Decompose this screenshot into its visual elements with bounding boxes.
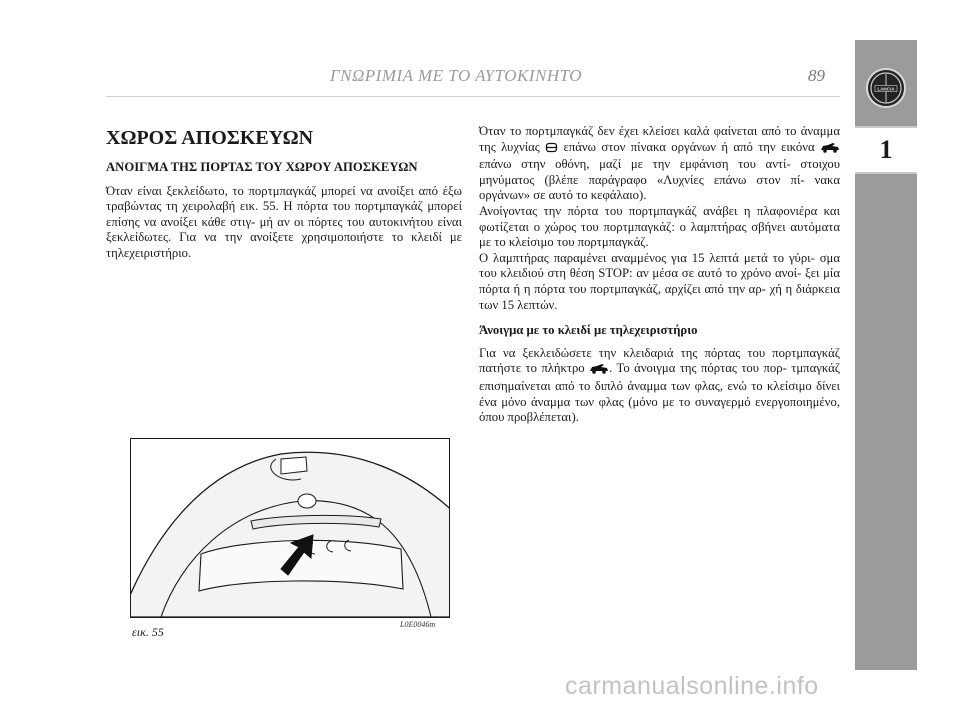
right-paragraph-4	[479, 346, 840, 426]
right-paragraph-2: Ανοίγοντας την πόρτα του πορτμπαγκάζ ανάβει η πλαφονιέρα και φωτίζεται ο χώρος του πορτμπαγκάζ: ο λαμπτήρας σβήνει αυτόματα με το κλείσιμο του πορτμπαγκάζ.	[479, 203, 840, 250]
trunk-button-icon	[589, 363, 609, 379]
remote-key-subheading: Άνοιγμα με το κλειδί με τηλεχειριστήριο	[479, 323, 698, 338]
figure-55-trunk-illustration	[130, 438, 450, 618]
section-heading: ΧΩΡΟΣ ΑΠΟΣΚΕΥΩΝ	[106, 127, 314, 149]
logo-text: LANCIA	[877, 86, 895, 92]
watermark-text: carmanualsonline.info	[565, 672, 819, 700]
chapter-tab[interactable]	[855, 126, 917, 174]
chapter-number: 1	[879, 135, 893, 164]
p1-text-c: επάνω στην οθόνη, μαζί με την εμφάνιση του αντί- στοιχου μηνύματος (βλέπε παράγραφο «Λυχνίες επάνω στον πί- νακα οργάνων» σε αυτό το κεφάλαιο).	[479, 157, 840, 203]
p1-text-a: Όταν το πορτμπαγκάζ δεν έχει κλείσει καλά φαίνεται από το άναμμα της λυχνίας	[479, 124, 840, 154]
left-column	[106, 127, 462, 262]
right-column	[479, 124, 840, 426]
section-subheading: ΑΝΟΙΓΜΑ ΤΗΣ ΠΟΡΤΑΣ ΤΟΥ ΧΩΡΟΥ ΑΠΟΣΚΕΥΩΝ	[106, 160, 418, 174]
trunk-warning-lamp-icon	[545, 141, 558, 158]
right-paragraph-1	[479, 124, 840, 204]
figure-caption: εικ. 55	[132, 625, 164, 639]
lancia-logo-icon	[866, 68, 906, 108]
page-number: 89	[808, 66, 825, 85]
page-header-title: ΓΝΩΡΙΜΙΑ ΜΕ ΤΟ ΑΥΤΟΚΙΝΗΤΟ	[330, 66, 583, 85]
car-trunk-open-icon	[820, 142, 840, 158]
figure-code: L0E0046m	[400, 620, 436, 629]
left-paragraph: Όταν είναι ξεκλείδωτο, το πορτμπαγκάζ μπορεί να ανοίξει από έξω τραβώντας τη χειρολαβή εικ. 55. Η πόρτα του πορτμπαγκάζ μπορεί επίσης να ανοίξει κάθε στιγ- μή αν οι πόρτες του αυτοκινήτου είναι ξεκλείδωτες. Για να την ανοίξετε χρησιμοποιήστε το κλειδί με τηλεχειριστήριο.	[106, 183, 462, 260]
p4-text-a: Για να ξεκλειδώσετε την κλειδαριά της πόρτας του πορτμπαγκάζ πατήστε το πλήκτρο	[479, 345, 840, 376]
header-rule	[106, 96, 840, 97]
p1-text-b: επάνω στον πίνακα οργάνων ή από την εικόνα	[563, 139, 815, 154]
right-paragraph-3: Ο λαμπτήρας παραμένει αναμμένος για 15 λεπτά μετά το γύρι- σμα του κλειδιού στη θέση STOP: αν μέσα σε αυτό το χρόνο ανοί- ξει μία πόρτα ή η πόρτα του πορτμπαγκάζ, αρχίζει από την αρ- χή η διάρκεια των 15 λεπτών.	[479, 250, 840, 312]
p4-text-b: . Το άνοιγμα της πόρτας του πορ- τμπαγκάζ επισημαίνεται από το διπλό άναμμα των φλας, ενώ το κλείσιμο δίνει ένα μόνο άναμμα των φλας (μόνο με το συναγερμό ενεργοποιημένο, όπου προβλέπεται).	[479, 361, 840, 425]
